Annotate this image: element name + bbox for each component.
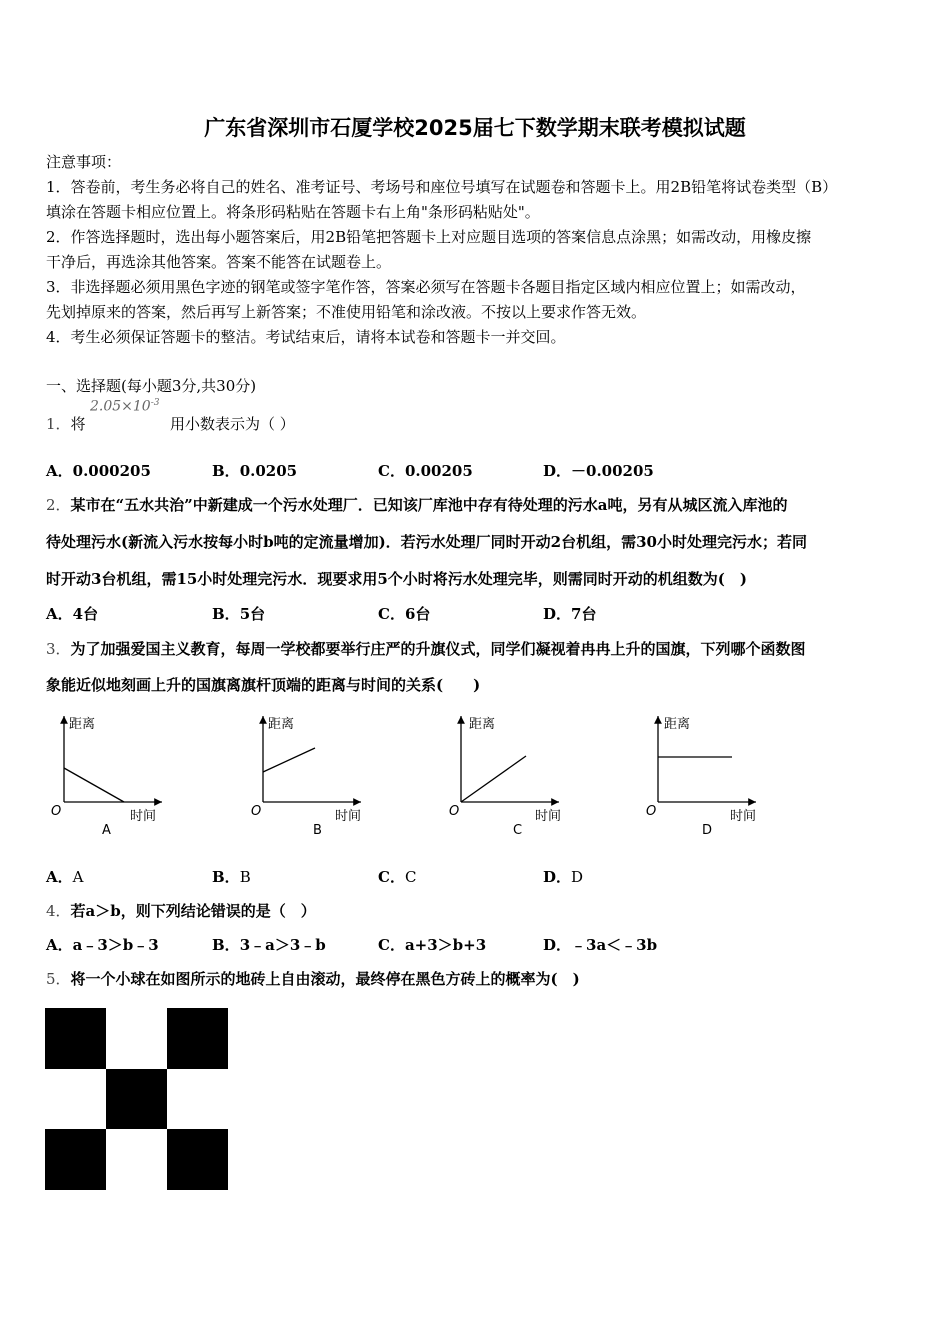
option-text: －0.00205 bbox=[571, 462, 654, 480]
notice-line: 2．作答选择题时，选出每小题答案后，用2B铅笔把答题卡上对应题目选项的答案信息点涂黑；如需改动，用橡皮擦 bbox=[46, 228, 812, 246]
origin-label: O bbox=[51, 804, 62, 819]
q2-line: 待处理污水(新流入污水按每小时b吨的定流量增加)．若污水处理厂同时开动2台机组，需30小时处理完污水；若同 bbox=[46, 533, 807, 551]
page-title: 广东省深圳市石厦学校2025届七下数学期末联考模拟试题 bbox=[204, 116, 746, 140]
graph-b bbox=[243, 710, 373, 840]
option-label: D． bbox=[543, 868, 572, 886]
option-label: A． bbox=[46, 936, 73, 954]
option-text: ﹣3a＜﹣3b bbox=[571, 936, 658, 954]
tile-white bbox=[45, 1069, 106, 1130]
option-text: 5台 bbox=[239, 605, 266, 623]
q3-option-a[interactable] bbox=[46, 867, 83, 887]
option-label: C． bbox=[378, 462, 405, 480]
option-label: D． bbox=[543, 605, 572, 623]
question-5 bbox=[46, 969, 580, 989]
q4-text: 若a＞b，则下列结论错误的是（ ） bbox=[70, 902, 316, 920]
q3-line: 象能近似地刻画上升的国旗离旗杆顶端的距离与时间的关系( ) bbox=[46, 676, 481, 694]
y-axis-label: 距离 bbox=[664, 717, 691, 732]
option-label: C． bbox=[378, 868, 405, 886]
graph-d-svg bbox=[638, 710, 768, 840]
notice-line: 1．答卷前，考生务必将自己的姓名、准考证号、考场号和座位号填写在试题卷和答题卡上。用2B铅笔将试卷类型（B） bbox=[46, 178, 838, 196]
tile-black bbox=[45, 1129, 106, 1190]
q1-option-a[interactable] bbox=[46, 461, 151, 481]
graph-line bbox=[461, 756, 526, 802]
question-4 bbox=[46, 901, 316, 921]
origin-label: O bbox=[251, 804, 262, 819]
question-3 bbox=[46, 639, 806, 659]
notice-line: 干净后，再选涂其他答案。答案不能答在试题卷上。 bbox=[46, 253, 392, 271]
tile-white bbox=[106, 1129, 167, 1190]
x-axis-label: 时间 bbox=[335, 809, 362, 824]
tile-black bbox=[167, 1008, 228, 1069]
option-text: a﹣3＞b﹣3 bbox=[72, 936, 159, 954]
q3-option-b[interactable] bbox=[212, 867, 251, 887]
graph-line bbox=[263, 748, 315, 772]
graph-a bbox=[44, 710, 174, 840]
notice-line: 先划掉原来的答案，然后再写上新答案；不准使用铅笔和涂改液。不按以上要求作答无效。 bbox=[46, 303, 647, 321]
option-label: C． bbox=[378, 605, 405, 623]
q5-text: 将一个小球在如图所示的地砖上自由滚动，最终停在黑色方砖上的概率为( ) bbox=[70, 970, 580, 988]
question-2 bbox=[46, 495, 788, 515]
q3-option-d[interactable] bbox=[543, 867, 583, 887]
graph-d bbox=[638, 710, 768, 840]
graph-c bbox=[441, 710, 571, 840]
option-label: A． bbox=[46, 868, 73, 886]
option-text: 7台 bbox=[571, 605, 597, 623]
q2-option-c[interactable] bbox=[378, 604, 430, 624]
q1-option-c[interactable] bbox=[378, 461, 473, 481]
q4-option-a[interactable] bbox=[46, 935, 159, 955]
option-text: 3﹣a＞3﹣b bbox=[239, 936, 326, 954]
q2-line: 时开动3台机组，需15小时处理完污水．现要求用5个小时将污水处理完毕，则需同时开动的机组数为( ) bbox=[46, 570, 747, 588]
tile-black bbox=[106, 1069, 167, 1130]
question-number: 3． bbox=[46, 640, 71, 658]
option-label: B． bbox=[212, 605, 240, 623]
graph-caption: C bbox=[513, 823, 523, 838]
q3-option-c[interactable] bbox=[378, 867, 416, 887]
x-axis-label: 时间 bbox=[535, 809, 562, 824]
question-number: 5． bbox=[46, 970, 71, 988]
q4-option-d[interactable] bbox=[543, 935, 657, 955]
y-axis-label: 距离 bbox=[268, 717, 295, 732]
tile-board bbox=[45, 1008, 228, 1190]
graph-line bbox=[64, 768, 124, 802]
option-text: D bbox=[571, 868, 584, 886]
option-label: D． bbox=[543, 936, 572, 954]
option-label: A． bbox=[46, 462, 73, 480]
sci-exponent: -3 bbox=[150, 398, 160, 408]
option-label: A． bbox=[46, 605, 73, 623]
graph-caption: D bbox=[702, 823, 713, 838]
origin-label: O bbox=[646, 804, 657, 819]
option-text: A bbox=[72, 868, 84, 886]
option-text: C bbox=[404, 868, 417, 886]
q4-option-b[interactable] bbox=[212, 935, 326, 955]
q1-pre: 将 bbox=[70, 415, 86, 433]
option-text: 6台 bbox=[404, 605, 431, 623]
q1-option-d[interactable] bbox=[543, 461, 654, 481]
section-heading: 一、选择题(每小题3分,共30分) bbox=[46, 377, 257, 395]
option-text: B bbox=[239, 868, 251, 886]
q1-scientific-notation bbox=[90, 398, 160, 415]
option-text: 0.000205 bbox=[72, 462, 151, 480]
option-label: C． bbox=[378, 936, 405, 954]
option-text: 0.0205 bbox=[239, 462, 298, 480]
origin-label: O bbox=[449, 804, 460, 819]
option-text: a+3＞b+3 bbox=[404, 936, 487, 954]
graph-caption: B bbox=[313, 823, 322, 838]
q2-line: 某市在“五水共治”中新建成一个污水处理厂．已知该厂库池中存有待处理的污水a吨，另有从城区流入库池的 bbox=[70, 496, 788, 514]
question-1 bbox=[46, 414, 86, 434]
q3-line: 为了加强爱国主义教育，每周一学校都要举行庄严的升旗仪式，同学们凝视着冉冉上升的国旗，下列哪个函数图 bbox=[70, 640, 806, 658]
q2-option-d[interactable] bbox=[543, 604, 596, 624]
tile-white bbox=[106, 1008, 167, 1069]
notice-line: 4．考生必须保证答题卡的整洁。考试结束后，请将本试卷和答题卡一并交回。 bbox=[46, 328, 566, 346]
x-axis-label: 时间 bbox=[730, 809, 757, 824]
q2-option-a[interactable] bbox=[46, 604, 98, 624]
option-text: 4台 bbox=[72, 605, 99, 623]
option-label: B． bbox=[212, 462, 240, 480]
option-label: B． bbox=[212, 868, 240, 886]
option-label: D． bbox=[543, 462, 572, 480]
notice-heading: 注意事项： bbox=[46, 153, 122, 171]
question-number: 1． bbox=[46, 415, 71, 433]
tile-black bbox=[167, 1129, 228, 1190]
graph-a-svg bbox=[44, 710, 174, 840]
notice-line: 填涂在答题卡相应位置上。将条形码粘贴在答题卡右上角"条形码粘贴处"。 bbox=[46, 203, 540, 221]
y-axis-label: 距离 bbox=[469, 717, 496, 732]
notice-line: 3．非选择题必须用黑色字迹的钢笔或签字笔作答，答案必须写在答题卡各题目指定区域内相应位置上；如需改动， bbox=[46, 278, 806, 296]
option-text: 0.00205 bbox=[404, 462, 473, 480]
q4-option-c[interactable] bbox=[378, 935, 486, 955]
x-axis-label: 时间 bbox=[130, 809, 157, 824]
graph-c-svg bbox=[441, 710, 571, 840]
q1-option-b[interactable] bbox=[212, 461, 297, 481]
graph-caption: A bbox=[102, 823, 111, 838]
question-number: 4． bbox=[46, 902, 71, 920]
sci-mantissa: 2.05×10 bbox=[90, 398, 151, 415]
option-label: B． bbox=[212, 936, 240, 954]
q2-option-b[interactable] bbox=[212, 604, 265, 624]
tile-white bbox=[167, 1069, 228, 1130]
y-axis-label: 距离 bbox=[69, 717, 96, 732]
tile-black bbox=[45, 1008, 106, 1069]
question-number: 2． bbox=[46, 496, 71, 514]
q1-post: 用小数表示为（ ） bbox=[170, 415, 295, 433]
graph-b-svg bbox=[243, 710, 373, 840]
